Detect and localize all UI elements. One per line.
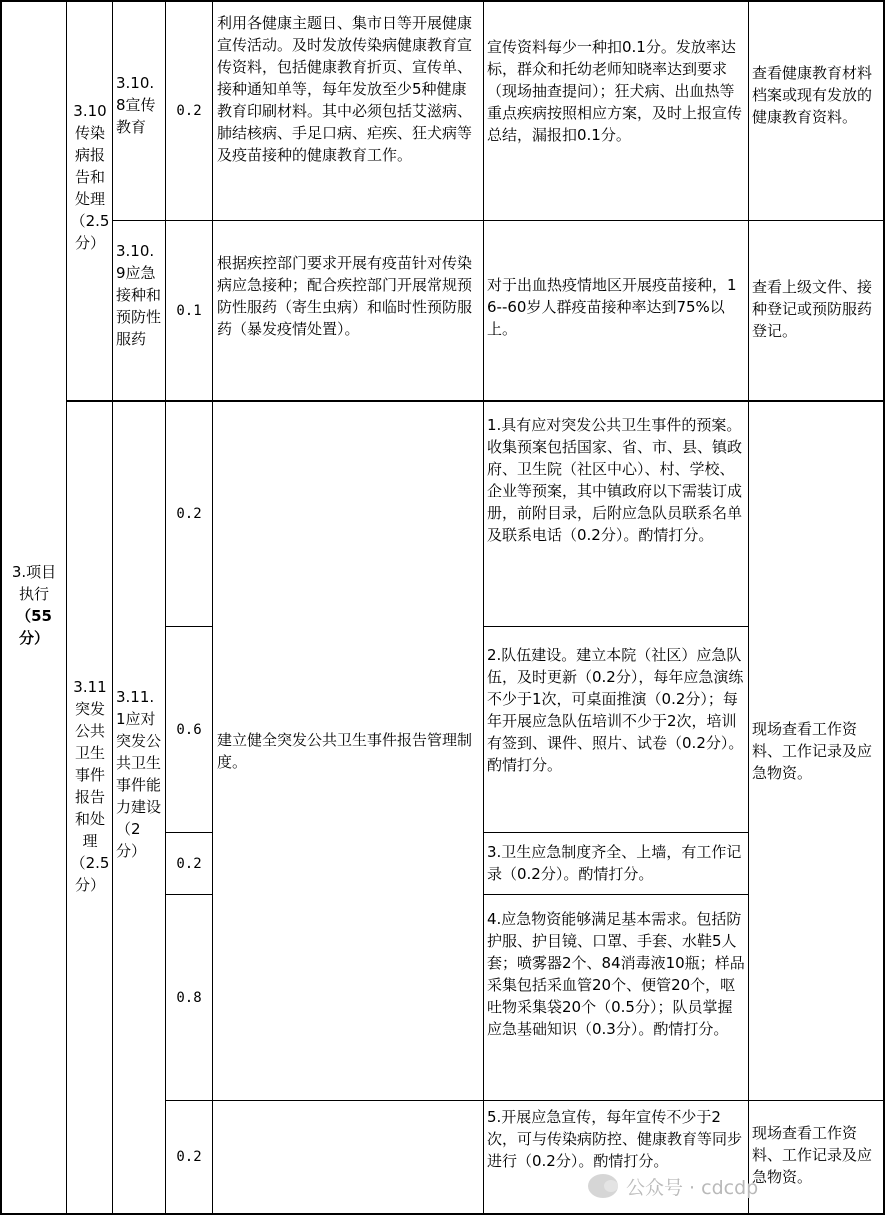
project-execution-score: （55分）: [16, 607, 52, 647]
rule-std-b: [483, 832, 748, 833]
rule-col5: [483, 0, 484, 1215]
content-3-11-1: 建立健全突发公共卫生事件报告管理制度。: [217, 731, 473, 771]
standard-3-11-sub3: 3.卫生应急制度齐全、上墙，有工作记录（0.2分）。酌情打分。: [487, 843, 742, 883]
score-3-10-8: 0.2: [176, 103, 202, 119]
rule-row1: [112, 220, 885, 221]
rule-top: [0, 0, 885, 2]
method-3-10-9: 查看上级文件、接种登记或预防服药登记。: [752, 278, 873, 340]
item-3-10-9: 3.10.9应急接种和预防性服药: [116, 242, 162, 348]
rule-std-c: [483, 894, 748, 895]
content-3-10-9: 根据疾控部门要求开展有疫苗针对传染病应急接种；配合疾控部门开展常规预防性服药（寄生虫病）和临时性预防服药（暴发疫情处置）。: [217, 254, 473, 338]
watermark-label: 公众号 · cdcdp: [626, 1176, 759, 1199]
rule-std-a: [483, 626, 748, 627]
score-3-11-sub5: 0.2: [176, 1149, 202, 1165]
wechat-icon: [588, 1174, 618, 1198]
content-3-10-8: 利用各健康主题日、集市日等开展健康宣传活动。及时发放传染病健康教育宣传资料，包括健康教育折页、宣传单、接种通知单等，每年发放至少5种健康教育印刷材料。其中必须包括艾滋病、肺结核病、手足口病、疟疾、狂犬病等及疫苗接种的健康教育工作。: [217, 14, 473, 164]
group-3-11-cell: 3.11突发公共卫生事件报告和处理（2.5分）: [70, 678, 110, 894]
rule-col6: [748, 0, 749, 1215]
item-3-10-8: 3.10.8宣传教育: [116, 74, 156, 136]
score-3-10-9: 0.1: [176, 303, 202, 319]
score-3-11-sub3: 0.2: [176, 855, 202, 872]
score-3-11-sub4: 0.8: [176, 989, 202, 1006]
standard-3-10-8: 宣传资料每少一种扣0.1分。发放率达标，群众和托幼老师知晓率达到要求（现场抽查提问）；狂犬病、出血热等重点疾病按照相应方案，及时上报宣传总结，漏报扣0.1分。: [487, 38, 743, 144]
project-execution-cell: [2, 540, 66, 670]
standard-3-11-sub4: 4.应急物资能够满足基本需求。包括防护服、护目镜、口罩、手套、水鞋5人套；喷雾器2个、84消毒液10瓶；样品采集包括采血管20个、便管20个，呕吐物采集袋20个（0.5分）；队员掌握应急基础知识（0.3分）。酌情打分。: [487, 910, 745, 1038]
method-3-11-1: 现场查看工作资料、工作记录及应急物资。: [752, 720, 873, 782]
score-3-11-sub1: 0.2: [176, 506, 202, 522]
score-3-11-sub2: 0.6: [176, 721, 202, 738]
group-3-10-cell: 3.10传染病报告和处理（2.5分）: [70, 102, 110, 252]
method-3-11-sub5: 现场查看工作资料、工作记录及应急物资。: [752, 1124, 873, 1186]
watermark: [588, 1166, 873, 1206]
standard-3-11-sub1: 1.具有应对突发公共卫生事件的预案。收集预案包括国家、省、市、县、镇政府、卫生院（社区中心）、村、学校、企业等预案，其中镇政府以下需装订成册，前附目录，后附应急队员联系名单及联系电话（0.2分）。酌情打分。: [487, 416, 743, 544]
item-3-11-1: 3.11.1应对突发公共卫生事件能力建设（2分）: [116, 688, 162, 860]
standard-3-11-sub2: 2.队伍建设。建立本院（社区）应急队伍，及时更新（0.2分），每年应急演练不少于1次，可桌面推演（0.2分）；每年开展应急队伍培训不少于2次，培训有签到、课件、照片、试卷（0.2分）。酌情打分。: [487, 646, 744, 774]
rule-col4: [212, 0, 213, 1215]
rule-last-row: [212, 1100, 885, 1101]
standard-3-11-sub5: 5.开展应急宣传，每年宣传不少于2次，可与传染病防控、健康教育等同步进行（0.2分）。酌情打分。: [487, 1108, 743, 1170]
rule-col1: [66, 0, 67, 1215]
standard-3-10-9: 对于出血热疫情地区开展疫苗接种，16--60岁人群疫苗接种率达到75%以上。: [487, 276, 737, 338]
project-execution-label: 3.项目执行: [11, 563, 57, 603]
rule-col2: [112, 0, 113, 1215]
method-3-10-8: 查看健康教育材料档案或现有发放的健康教育资料。: [752, 64, 873, 126]
